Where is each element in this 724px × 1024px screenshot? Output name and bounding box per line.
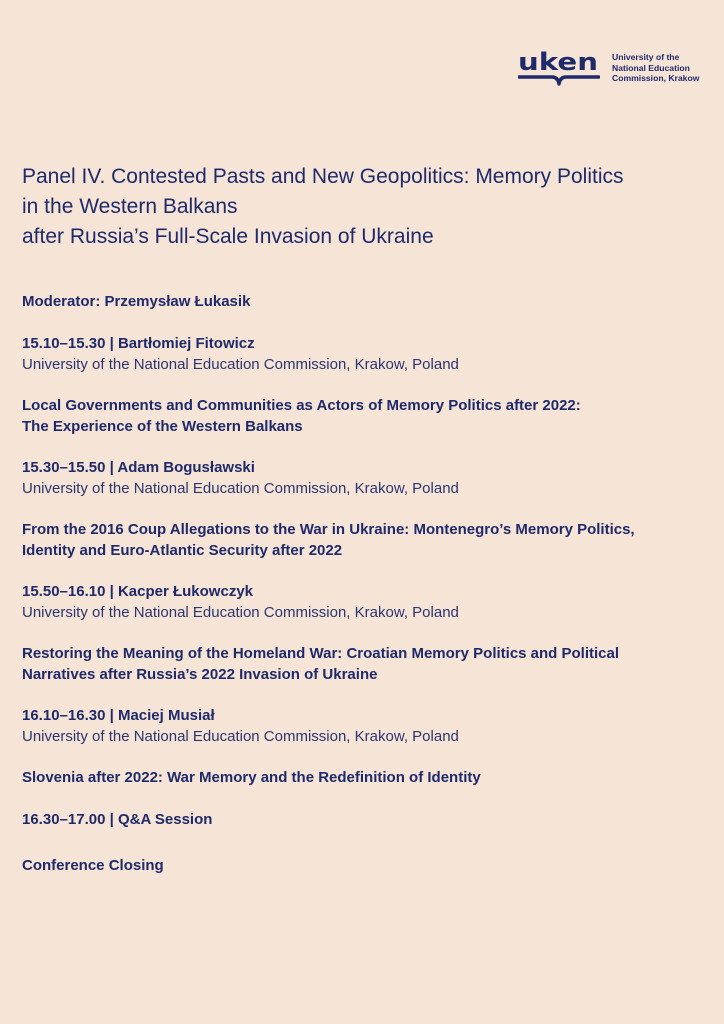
session-affiliation-4: University of the National Education Commission, Krakow, Poland	[22, 728, 459, 745]
qa-session-text: 16.30–17.00 | Q&A Session	[22, 811, 213, 828]
session-talk-1-line-1: Local Governments and Communities as Actors of Memory Politics after 2022:	[22, 397, 581, 414]
session-slot-1: 15.10–15.30 | Bartłomiej Fitowicz	[22, 335, 255, 352]
session-slot-3: 15.50–16.10 | Kacper Łukowczyk	[22, 583, 253, 600]
book-swoosh-icon	[519, 77, 599, 84]
session-talk-1	[22, 395, 712, 437]
panel-title	[22, 162, 702, 252]
session-talk-2-line-2: Identity and Euro-Atlantic Security after 2022	[22, 542, 343, 559]
session-slot-4: 16.10–16.30 | Maciej Musiał	[22, 707, 215, 724]
conference-closing-text: Conference Closing	[22, 857, 164, 874]
moderator-text: Moderator: Przemysław Łukasik	[22, 293, 251, 310]
session-affiliation-1: University of the National Education Commission, Krakow, Poland	[22, 356, 459, 373]
session-affiliation-3: University of the National Education Commission, Krakow, Poland	[22, 604, 459, 621]
uken-logo	[518, 50, 698, 90]
session-speaker-1	[22, 333, 712, 375]
session-speaker-2	[22, 457, 712, 499]
session-affiliation-2: University of the National Education Commission, Krakow, Poland	[22, 480, 459, 497]
session-talk-3	[22, 643, 712, 685]
panel-title-line-3: after Russia’s Full-Scale Invasion of Ukraine	[22, 225, 434, 248]
session-talk-1-line-2: The Experience of the Western Balkans	[22, 418, 303, 435]
panel-title-line-1: Panel IV. Contested Pasts and New Geopolitics: Memory Politics	[22, 165, 624, 188]
session-talk-4-line-1: Slovenia after 2022: War Memory and the Redefinition of Identity	[22, 769, 481, 786]
session-talk-3-line-1: Restoring the Meaning of the Homeland War: Croatian Memory Politics and Political	[22, 645, 620, 662]
moderator	[22, 291, 712, 312]
logo-line-3: Commission, Krakow	[612, 73, 700, 83]
session-slot-2: 15.30–15.50 | Adam Bogusławski	[22, 459, 255, 476]
qa-session	[22, 809, 712, 830]
panel-title-line-2: in the Western Balkans	[22, 195, 238, 218]
logo-line-1: University of the	[612, 52, 680, 62]
session-talk-2-line-1: From the 2016 Coup Allegations to the War in Ukraine: Montenegro’s Memory Politics,	[22, 521, 635, 538]
logo-institution-name	[612, 52, 699, 84]
logo-wordmark: uken	[518, 50, 598, 76]
session-speaker-3	[22, 581, 712, 623]
logo-line-2: National Education	[612, 62, 690, 73]
session-speaker-4	[22, 705, 712, 747]
session-talk-4	[22, 767, 712, 788]
conference-closing	[22, 855, 712, 876]
uken-logo-icon	[518, 50, 600, 88]
session-talk-3-line-2: Narratives after Russia’s 2022 Invasion of Ukraine	[22, 666, 378, 683]
session-talk-2	[22, 519, 712, 561]
